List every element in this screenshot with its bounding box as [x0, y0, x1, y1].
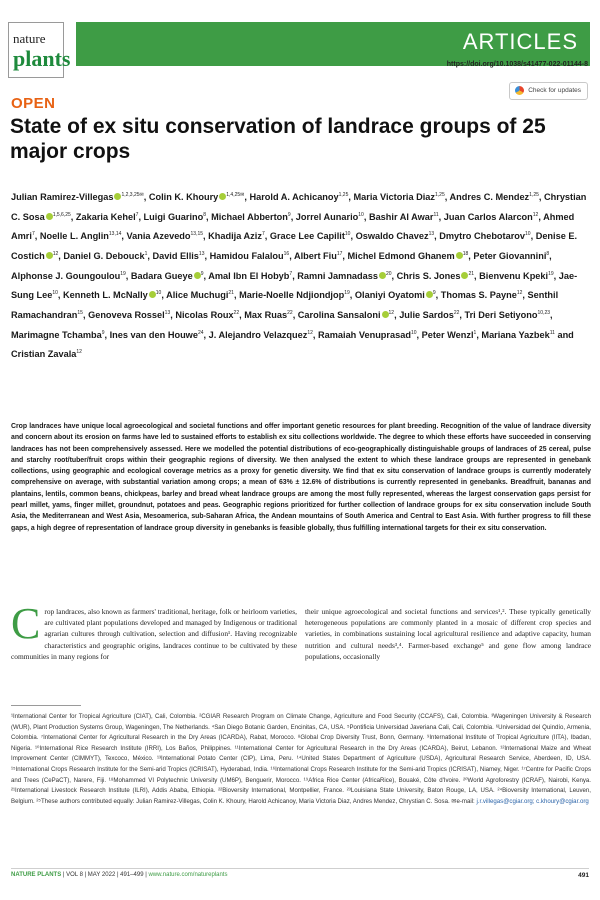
author-affiliation-marker: 21: [468, 270, 475, 277]
footer-divider: [11, 868, 589, 869]
logo-line-plants: plants: [13, 46, 71, 71]
orcid-icon[interactable]: [379, 272, 386, 279]
author-affiliation-marker: 10: [344, 231, 351, 238]
author-affiliation-marker: 1,25: [529, 192, 539, 198]
author-affiliation-marker: 22: [453, 309, 460, 316]
author-affiliation-marker: 19: [344, 290, 350, 297]
author-name[interactable]: Zakaria Kehel: [75, 211, 136, 222]
author-affiliation-marker: 11: [549, 329, 555, 336]
author-name[interactable]: Cristian Zavala: [11, 349, 77, 360]
email-prefix: e-mail:: [456, 797, 475, 805]
abstract: Crop landraces have unique local agroecological and societal functions and offer important genetic resources for plant breeding. Recognition of the value of landrace diversity and concern about its erosion on farms have led to sustained efforts to establish ex situ collections worldwide. The degree to which these efforts have succeeded in conserving landraces has not been comprehensively assessed. Here we modelled the potential distributions of eco-geographically distinguishable groups of landraces of 25 cereal, pulse and starchy root/tuber/fruit crops within their geographic regions of diversity. We then analysed the extent to which these landrace groups are represented in genebank collections, using geographic and ecological coverage metrics as a proxy for genetic diversity. We find that ex situ conservation of landrace groups is currently moderately comprehensive on average, with substantial variation among crops; a mean of 63% ± 12.6% of distributions is currently represented in genebanks. Breadfruit, bananas and plantains, lentils, common beans, chickpeas, barley and bread wheat landrace groups are among the most fully represented, whereas the largest conservation gaps persist for pearl millet, yams, finger millet, groundnut, potatoes and peas. Geographic regions prioritized for further collection of landrace groups for ex situ conservation include South Asia, the Mediterranean and West Asia, Mesoamerica, sub-Saharan Africa, the Andean mountains of South America and Central to East Asia. With further progress to fill these gaps, a high degree of representation of landrace group diversity in genebanks is feasible globally, thus fulfilling international targets for their ex situ conservation.: [11, 423, 591, 532]
doi-link[interactable]: https://doi.org/10.1038/s41477-022-01144-8: [446, 61, 588, 68]
author-name[interactable]: Kenneth L. McNally: [63, 290, 148, 301]
author-name[interactable]: Michael Abberton: [211, 211, 288, 222]
author-affiliation-marker: 15: [77, 309, 83, 316]
author-name[interactable]: Daniel G. Debouck: [63, 251, 145, 262]
author-affiliation-marker: 7: [289, 270, 293, 277]
orcid-icon[interactable]: [46, 252, 53, 259]
author-name[interactable]: Max Ruas: [244, 310, 288, 320]
crossmark-icon: [515, 86, 524, 95]
author-name[interactable]: Thomas S. Payne: [440, 290, 517, 301]
author-name[interactable]: Juan Carlos Alarcon: [443, 211, 533, 222]
author-name[interactable]: Mariana Yazbek: [481, 329, 550, 340]
author-affiliation-marker: 8: [203, 211, 207, 218]
author-name[interactable]: Bienvenu Kpeki: [479, 270, 549, 281]
author-affiliation-marker: 13: [428, 231, 435, 238]
author-name[interactable]: Badara Gueye: [130, 270, 193, 281]
author-affiliation-marker: 9: [200, 270, 204, 277]
check-updates-button[interactable]: [509, 82, 588, 100]
author-affiliation-marker: 16: [283, 250, 290, 257]
author-affiliation-marker: 12: [516, 290, 523, 297]
author-affiliation-marker: 10: [525, 231, 531, 238]
author-affiliation-marker: 19: [120, 270, 126, 277]
author-name[interactable]: Julian Ramirez-Villegas: [11, 192, 114, 203]
author-name[interactable]: Julie Sardos: [399, 310, 454, 320]
author-name[interactable]: J. Alejandro Velazquez: [208, 329, 308, 340]
journal-logo[interactable]: [8, 22, 71, 78]
drop-cap: C: [11, 599, 41, 648]
author-affiliation-marker: 21: [228, 290, 234, 297]
author-name[interactable]: Jae-Sung Lee: [11, 270, 578, 301]
author-name[interactable]: Peter Giovannini: [473, 251, 547, 262]
author-name[interactable]: Colin K. Khoury: [148, 192, 219, 203]
author-name[interactable]: Noelle L. Anglin: [39, 231, 109, 242]
author-name[interactable]: Denise E. Costich: [11, 231, 578, 262]
email-link[interactable]: j.r.villegas@cgiar.org; c.khoury@cgiar.org: [476, 797, 589, 805]
author-name[interactable]: Peter Wenzl: [421, 329, 474, 340]
author-name[interactable]: Marie-Noelle Ndjiondjop: [239, 290, 345, 301]
author-name[interactable]: Oswaldo Chavez: [355, 231, 429, 242]
author-affiliation-marker: 1,4,25✉: [226, 192, 245, 198]
author-name[interactable]: Tri Deri Setiyono: [464, 310, 538, 320]
body-text-left-column: [11, 599, 297, 662]
footer-site-link[interactable]: www.nature.com/natureplants: [148, 872, 228, 878]
logo-line-nature: nature: [13, 31, 46, 46]
author-affiliation-marker: 12: [532, 211, 539, 218]
author-affiliation-marker: 10,23: [537, 309, 551, 316]
author-list: Julian Ramirez-Villegas $^{1,2,3,25✉}$, Colin K. Khoury $^{1,4,25✉}$, Harold A. Achicanoy$^{1,25}$, Maria Victoria Diaz$^{1,25}$, Andres C. Mendez$^{1,25}$, Chrystian C. Sosa $^{1,5,6,25}$, Zakaria Kehel$^7$, Luigi Guarino$^8$, Michael Abberton$^9$, Jorrel Aunario$^{10}$, Bashir Al Awar$^{11}$, Juan Carlos Alarcon$^{12}$, Ahmed Amri$^7$, Noelle L. Anglin$^{13,14}$, Vania Azevedo$^{13,15}$, Khadija Aziz$^7$, Grace Lee Capilit$^{10}$, Oswaldo Chavez$^{13}$, Dmytro Chebotarov$^{10}$, Denise E. Costich $^{12}$, Daniel G. Debouck$^1$, David Ellis$^{13}$, Hamidou Falalou$^{16}$, Albert Fiu$^{17}$, Michel Edmond Ghanem $^{18}$, Peter Giovannini$^8$, Alphonse J. Goungoulou$^{19}$, Badara Gueye $^9$, Amal Ibn El Hobyb$^7$, Ramni Jamnadass $^{20}$, Chris S. Jones $^{21}$, Bienvenu Kpeki$^{19}$, Jae-Sung Lee$^{10}$, Kenneth L. McNally $^{10}$, Alice Muchugi$^{21}$, Marie-Noelle Ndjiondjop$^{19}$, Olaniyi Oyatomi $^9$, Thomas S. Payne$^{12}$, Senthil Ramachandran$^{15}$, Genoveva Rossel$^{13}$, Nicolas Roux$^{22}$, Max Ruas$^{22}$, Carolina Sansaloni $^{12}$, Julie Sardos$^{22}$, Tri Deri Setiyono$^{10,23}$, Marimagne Tchamba$^9$, Ines van den Houwe$^{24}$, J. Alejandro Velazquez$^{12}$, Ramaiah Venuprasad$^{10}$, Peter Wenzl$^1$, Mariana Yazbek$^{11}$ and Cristian Zavala$^{12}$: [11, 192, 587, 360]
author-name[interactable]: Grace Lee Capilit: [269, 231, 345, 242]
author-affiliation-marker: 9: [101, 329, 105, 336]
body-text-right-column: their unique agroecological and societal functions and services¹,². These typically genetically heterogeneous populations are commonly planted in a mosaic of different crop species and varieties, in combinations sustaining local agricultural resilience and adaptive capacity, human nutrition and cultural needs³,⁴. Farmer-based exchange⁵ and gene flow among landrace populations, occasionally: [305, 607, 591, 661]
footer-volume: | VOL 8 | MAY 2022 | 491–499 |: [62, 872, 147, 878]
author-affiliation-marker: 11: [433, 211, 439, 218]
author-conjunction: and: [557, 329, 574, 340]
author-name[interactable]: Chrystian C. Sosa: [11, 192, 587, 222]
affiliations-footnote: [11, 712, 591, 807]
author-name[interactable]: Michel Edmond Ghanem: [347, 251, 455, 262]
author-name[interactable]: Ahmed Amri: [11, 211, 575, 242]
author-affiliation-marker: 17: [336, 250, 343, 257]
page-number: 491: [578, 872, 589, 879]
author-name[interactable]: Genoveva Rossel: [88, 310, 165, 320]
author-affiliation-marker: 12: [307, 329, 313, 336]
footer-citation: [11, 872, 227, 878]
author-affiliation-marker: 10: [358, 211, 364, 218]
author-affiliation-marker: 1,2,3,25✉: [121, 192, 144, 198]
author-affiliation-marker: 9: [432, 290, 436, 297]
orcid-icon[interactable]: [46, 213, 53, 220]
author-name[interactable]: Marimagne Tchamba: [11, 329, 102, 340]
author-affiliation-marker: 13: [198, 250, 205, 257]
orcid-icon[interactable]: [194, 272, 201, 279]
check-updates-label: Check for updates: [528, 87, 581, 94]
author-name[interactable]: Khadija Aziz: [208, 231, 262, 242]
author-affiliation-marker: 7: [31, 231, 35, 238]
section-label: ARTICLES: [462, 29, 578, 54]
author-name[interactable]: Vania Azevedo: [126, 231, 191, 242]
author-affiliation-marker: 1: [144, 250, 148, 257]
author-affiliation-marker: 13,14: [108, 231, 122, 238]
author-name[interactable]: Ramaiah Venuprasad: [318, 329, 411, 340]
author-name[interactable]: Nicolas Roux: [175, 310, 234, 320]
author-name[interactable]: Senthil Ramachandran: [11, 290, 559, 320]
author-affiliation-marker: 20: [385, 270, 392, 277]
author-affiliation-marker: 24: [197, 329, 204, 336]
body-paragraph-left: rop landraces, also known as farmers' traditional, heritage, folk or heirloom varieties, are cultivated plant populations developed and managed by Indigenous or traditional agrarian cultures through cultivation, selection and diffusion¹. Having recognizable characteristics and geographic origins, landraces continue to be cultivated by these communities in many regions for: [11, 607, 297, 661]
author-affiliation-marker: 12: [388, 309, 395, 316]
author-affiliation-marker: 1,5,6,25: [52, 211, 71, 218]
author-affiliation-marker: 13,15: [190, 231, 204, 238]
author-affiliation-marker: 1,25: [338, 192, 349, 198]
orcid-icon[interactable]: [149, 291, 156, 298]
author-affiliation-marker: 7: [135, 211, 139, 218]
article-title: State of ex situ conservation of landrace groups of 25 major crops: [10, 115, 546, 163]
author-affiliation-marker: 12: [76, 349, 82, 356]
author-name[interactable]: Bashir Al Awar: [368, 211, 434, 222]
author-affiliation-marker: 10: [410, 329, 417, 336]
author-name[interactable]: Andres C. Mendez: [449, 192, 530, 203]
author-name[interactable]: Amal Ibn El Hobyb: [208, 270, 290, 281]
author-name[interactable]: Hamidou Falalou: [209, 251, 284, 262]
author-name[interactable]: Alphonse J. Goungoulou: [11, 270, 121, 281]
orcid-icon[interactable]: [382, 311, 389, 318]
author-affiliation-marker: 8: [546, 250, 550, 257]
author-affiliation-marker: 22: [287, 309, 293, 316]
orcid-icon[interactable]: [426, 291, 433, 298]
author-name[interactable]: Chris S. Jones: [396, 270, 461, 281]
author-name[interactable]: Alice Muchugi: [166, 290, 229, 301]
author-affiliation-marker: 10: [52, 290, 58, 297]
author-name[interactable]: Carolina Sansaloni: [297, 310, 381, 320]
affiliations-text: ¹International Center for Tropical Agriculture (CIAT), Cali, Colombia. ²CGIAR Research Program on Climate Change, Agriculture and Food Security (CCAFS), Cali, Colombia. ³Wageningen University & Research (WUR), Plant Production Systems Group, Wageningen, The Netherlands. ⁴San Diego Botanic Garden, Encinitas, CA, USA. ⁵Pontificia Universidad Javeriana Cali, Cali, Colombia. ⁶Universidad del Quindío, Armenia, Colombia. ⁷International Center for Agricultural Research in the Dry Areas (ICARDA), Rabat, Morocco. ⁸Global Crop Diversity Trust, Bonn, Germany. ⁹International Institute of Tropical Agriculture (IITA), Ibadan, Nigeria. ¹⁰International Rice Research Institute (IRRI), Los Baños, Philippines. ¹¹International Center for Agricultural Research in the Dry Areas (ICARDA), Beirut, Lebanon. ¹²International Maize and Wheat Improvement Center (CIMMYT), Texcoco, México. ¹³International Potato Center (CIP), Lima, Peru. ¹⁴United States Department of Agriculture (USDA), Agricultural Research Service, Aberdeen, ID, USA. ¹⁵International Crops Research Institute for the Semi-arid Tropics (ICRISAT), Hyderabad, India. ¹⁶International Crops Research Institute for the Semi-arid Tropics (ICRISAT), Niamey, Niger. ¹⁷Centre for Pacific Crops and Trees (CePaCT), Narere, Fiji. ¹⁸Mohammed VI Polytechnic University (UM6P), Benguerir, Morocco. ¹⁹Africa Rice Center (AfricaRice), Bouaké, Côte d'Ivoire. ²⁰World Agroforestry (ICRAF), Nairobi, Kenya. ²¹International Livestock Research Institute (ILRI), Addis Ababa, Ethiopia. ²²Bioversity International, Montpellier, France. ²³Louisiana State University, Baton Rouge, LA, USA. ²⁴Bioversity International, Leuven, Belgium. ²⁵These authors contributed equally: Julian Ramirez-Villegas, Colin K. Khoury, Harold Achicanoy, Maria Victoria Diaz, Andres Mendez, Chrystian C. Sosa.: [11, 713, 591, 805]
author-name[interactable]: Jorrel Aunario: [295, 211, 359, 222]
author-affiliation-marker: 10: [155, 290, 162, 297]
author-name[interactable]: Ramni Jamnadass: [297, 270, 378, 281]
footer-journal: NATURE PLANTS: [11, 872, 62, 878]
author-affiliation-marker: 1: [473, 329, 477, 336]
author-affiliation-marker: 12: [52, 250, 59, 257]
author-affiliation-marker: 13: [164, 309, 171, 316]
author-affiliation-marker: 1,25: [435, 192, 445, 198]
author-name[interactable]: Maria Victoria Diaz: [353, 192, 436, 203]
email-icon: ✉: [451, 797, 457, 805]
author-affiliation-marker: 19: [548, 270, 554, 277]
author-affiliation-marker: 9: [287, 211, 291, 218]
author-name[interactable]: Ines van den Houwe: [109, 329, 198, 340]
footnote-divider: [11, 705, 81, 706]
author-affiliation-marker: 7: [261, 231, 265, 238]
author-name[interactable]: Harold A. Achicanoy: [249, 192, 339, 203]
author-name[interactable]: David Ellis: [152, 251, 199, 262]
author-affiliation-marker: 22: [233, 309, 240, 316]
open-access-label: OPEN: [11, 95, 56, 112]
author-name[interactable]: Albert Fiu: [293, 251, 337, 262]
orcid-icon[interactable]: [456, 252, 463, 259]
author-name[interactable]: Olaniyi Oyatomi: [354, 290, 425, 301]
section-banner: [76, 22, 590, 66]
author-name[interactable]: Dmytro Chebotarov: [439, 231, 526, 242]
author-affiliation-marker: 18: [462, 250, 469, 257]
author-name[interactable]: Luigi Guarino: [143, 211, 204, 222]
